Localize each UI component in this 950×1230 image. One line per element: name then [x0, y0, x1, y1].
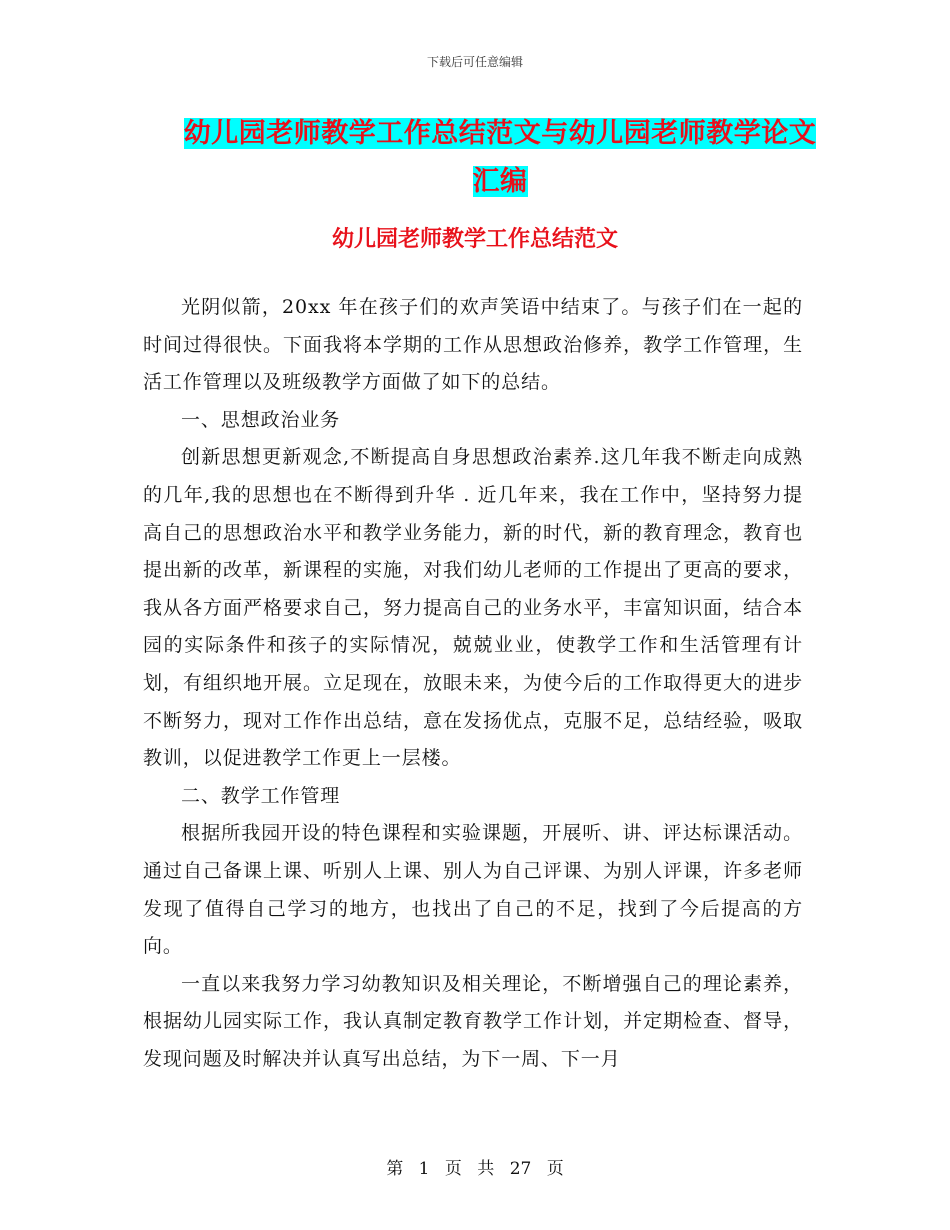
page-footer [0, 1154, 950, 1179]
heading-teaching: 二、教学工作管理 [181, 784, 341, 807]
paragraph-intro: 光阴似箭，20xx 年在孩子们的欢声笑语中结束了。与孩子们在一起的时间过得很快。下面我将本学期的工作从思想政治修养，教学工作管理，生活工作管理以及班级教学方面做了如下的总结。 [143, 296, 803, 394]
footer-page-unit: 页 [444, 1159, 462, 1179]
footer-page-label: 第 [386, 1159, 404, 1179]
footer-total-unit: 页 [546, 1159, 564, 1179]
footer-total-pages: 27 [509, 1159, 532, 1179]
document-body [143, 289, 803, 1078]
document-title [100, 110, 900, 206]
section-title: 幼儿园老师教学工作总结范文 [331, 226, 618, 252]
paragraph-teaching: 根据所我园开设的特色课程和实验课题，开展听、讲、评达标课活动。通过自己备课上课、听别人上课、别人为自己评课、为别人评课，许多老师发现了值得自己学习的地方，也找出了自己的不足，找到了今后提高的方向。 [143, 822, 803, 958]
header-note: 下载后可任意编辑 [426, 55, 523, 69]
title-line-2: 汇编 [472, 166, 528, 197]
footer-total-label: 共 [477, 1159, 495, 1179]
paragraph-study: 一直以来我努力学习幼教知识及相关理论，不断增强自己的理论素养，根据幼儿园实际工作，我认真制定教育教学工作计划，并定期检查、督导，发现问题及时解决并认真写出总结，为下一周、下一月 [143, 972, 803, 1070]
paragraph-political: 创新思想更新观念,不断提高自身思想政治素养.这几年我不断走向成熟的几年,我的思想也在不断得到升华 . 近几年来，我在工作中，坚持努力提高自己的思想政治水平和教学业务能力，新的时代，新的教育理念，教育也提出新的改革，新课程的实施，对我们幼儿老师的工作提出了更高的要求，我从各方面严格要求自己，努力提高自己的业务水平，丰富知识面，结合本园的实际条件和孩子的实际情况，兢兢业业，使教学工作和生活管理有计划，有组织地开展。立足现在，放眼未来，为使今后的工作取得更大的进步不断努力，现对工作作出总结，意在发扬优点，克服不足，总结经验，吸取教训，以促进教学工作更上一层楼。 [143, 446, 803, 770]
footer-page-number: 1 [418, 1159, 430, 1179]
title-line-1: 幼儿园老师教学工作总结范文与幼儿园老师教学论文 [183, 118, 817, 149]
heading-political: 一、思想政治业务 [181, 408, 341, 431]
